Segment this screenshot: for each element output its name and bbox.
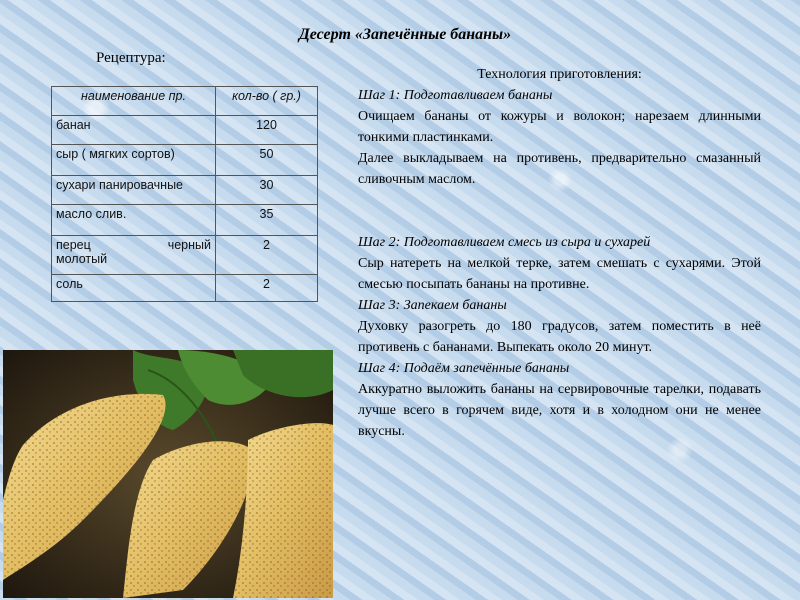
step3-text: Духовку разогреть до 180 градусов, затем поместить в неё противень с бананами. Выпекать около 20 минут. [358,319,761,355]
step2-title: Шаг 2: Подготавливаем смесь из сыра и сухарей [358,235,651,250]
baked-bananas-illustration [3,350,333,598]
ingredient-name: масло слив. [52,205,216,236]
table-header-row [52,87,318,116]
ingredient-qty: 35 [216,205,318,236]
ingredient-qty: 120 [216,116,318,145]
ingredient-name: банан [52,116,216,145]
ingredient-name: сыр ( мягких сортов) [52,145,216,176]
header-qty: кол-во ( гр.) [216,87,318,116]
ingredient-name: сухари панировачные [52,176,216,205]
ingredient-qty: 50 [216,145,318,176]
ingredient-qty: 2 [216,236,318,275]
technology-section [358,64,761,442]
ingredient-name-part: черный [167,238,211,252]
ingredient-name [52,236,216,275]
ingredient-qty: 30 [216,176,318,205]
header-name: наименование пр. [52,87,216,116]
step4-text: Аккуратно выложить бананы на сервировочные тарелки, подавать лучше всего в горячем виде, хотя и в холодном они не менее вкусны. [358,382,761,439]
table-row [52,116,318,145]
step1-text1: Очищаем бананы от кожуры и волокон; нарезаем длинными тонкими пластинками. [358,109,761,145]
ingredient-name-part: молотый [56,252,108,266]
table-row [52,176,318,205]
table-row [52,275,318,302]
table-row [52,205,318,236]
table-row [52,145,318,176]
page-title: Десерт «Запечённые бананы» [298,26,512,43]
ingredients-table [51,86,318,302]
step4-title: Шаг 4: Подаём запечённые бананы [358,361,570,376]
table-row [52,236,318,275]
step1-text2: Далее выкладываем на противень, предварительно смазанный сливочным маслом. [358,151,761,187]
baked-bananas-photo [3,350,333,598]
ingredient-name-part: перец [56,238,91,252]
recipe-label: Рецептура: [96,50,166,66]
technology-title: Технология приготовления: [477,67,642,82]
ingredient-name: соль [52,275,216,302]
step1-title: Шаг 1: Подготавливаем бананы [358,88,553,103]
ingredient-qty: 2 [216,275,318,302]
step3-title: Шаг 3: Запекаем бананы [358,298,507,313]
step2-text: Сыр натереть на мелкой терке, затем смешать с сухарями. Этой смесью посыпать бананы на противне. [358,256,761,292]
